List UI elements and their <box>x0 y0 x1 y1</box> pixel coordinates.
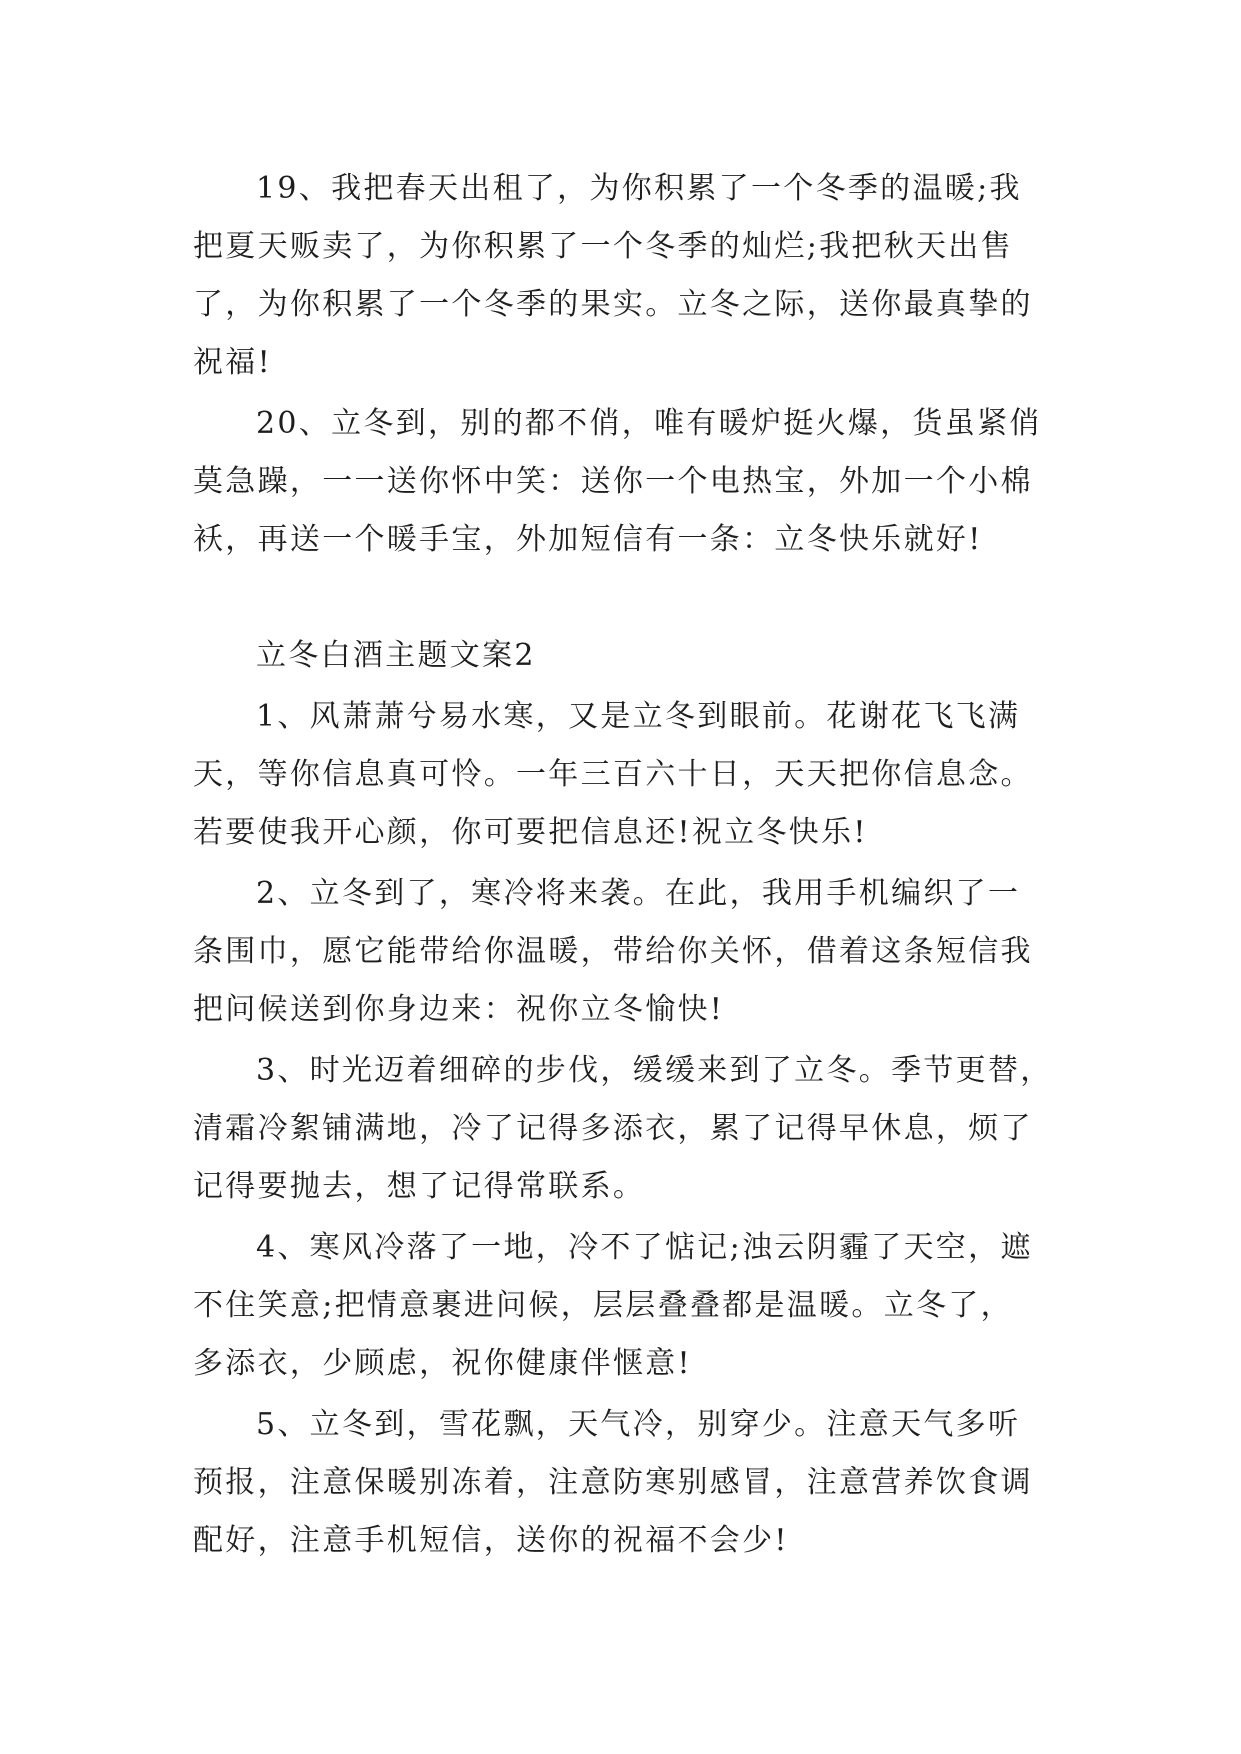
paragraph-line: 20、立冬到，别的都不俏，唯有暖炉挺火爆，货虽紧俏 <box>256 406 1042 441</box>
paragraph-4 <box>193 1219 1121 1393</box>
paragraph-line: 配好，注意手机短信，送你的祝福不会少! <box>193 1523 789 1558</box>
paragraph-line: 预报，注意保暖别冻着，注意防寒别感冒，注意营养饮食调 <box>193 1465 1033 1500</box>
paragraph-line: 若要使我开心颜，你可要把信息还!祝立冬快乐! <box>193 815 868 850</box>
section-heading: 立冬白酒主题文案2 <box>256 638 536 673</box>
paragraph-line: 祝福! <box>193 345 272 380</box>
paragraph-line: 把问候送到你身边来：祝你立冬愉快! <box>193 992 725 1027</box>
paragraph-1 <box>193 688 1121 862</box>
paragraph-line: 袄，再送一个暖手宝，外加短信有一条：立冬快乐就好! <box>193 522 983 557</box>
paragraph-line: 天，等你信息真可怜。一年三百六十日，天天把你信息念。 <box>193 757 1033 792</box>
paragraph-3 <box>193 1042 1121 1216</box>
paragraph-line: 把夏天贩卖了，为你积累了一个冬季的灿烂;我把秋天出售 <box>193 229 1013 264</box>
paragraph-line: 了，为你积累了一个冬季的果实。立冬之际，送你最真挚的 <box>193 287 1033 322</box>
paragraph-19 <box>193 160 1121 392</box>
paragraph-line: 多添衣，少顾虑，祝你健康伴惬意! <box>193 1346 692 1381</box>
paragraph-line: 19、我把春天出租了，为你积累了一个冬季的温暖;我 <box>256 171 1022 206</box>
paragraph-line: 记得要抛去，想了记得常联系。 <box>193 1169 646 1204</box>
paragraph-20 <box>193 395 1121 569</box>
paragraph-line: 5、立冬到，雪花飘，天气冷，别穿少。注意天气多听 <box>256 1407 1021 1442</box>
paragraph-line: 3、时光迈着细碎的步伐，缓缓来到了立冬。季节更替， <box>256 1053 1053 1088</box>
paragraph-line: 清霜冷絮铺满地，冷了记得多添衣，累了记得早休息，烦了 <box>193 1111 1033 1146</box>
paragraph-line: 条围巾，愿它能带给你温暖，带给你关怀，借着这条短信我 <box>193 934 1033 969</box>
paragraph-line: 1、风萧萧兮易水寒，又是立冬到眼前。花谢花飞飞满 <box>256 699 1021 734</box>
paragraph-5 <box>193 1396 1121 1570</box>
paragraph-line: 4、寒风冷落了一地，冷不了惦记;浊云阴霾了天空，遮 <box>256 1230 1033 1265</box>
paragraph-2 <box>193 865 1121 1039</box>
paragraph-line: 不住笑意;把情意裹进问候，层层叠叠都是温暖。立冬了， <box>193 1288 1013 1323</box>
paragraph-line: 莫急躁，一一送你怀中笑：送你一个电热宝，外加一个小棉 <box>193 464 1033 499</box>
paragraph-line: 2、立冬到了，寒冷将来袭。在此，我用手机编织了一 <box>256 876 1021 911</box>
